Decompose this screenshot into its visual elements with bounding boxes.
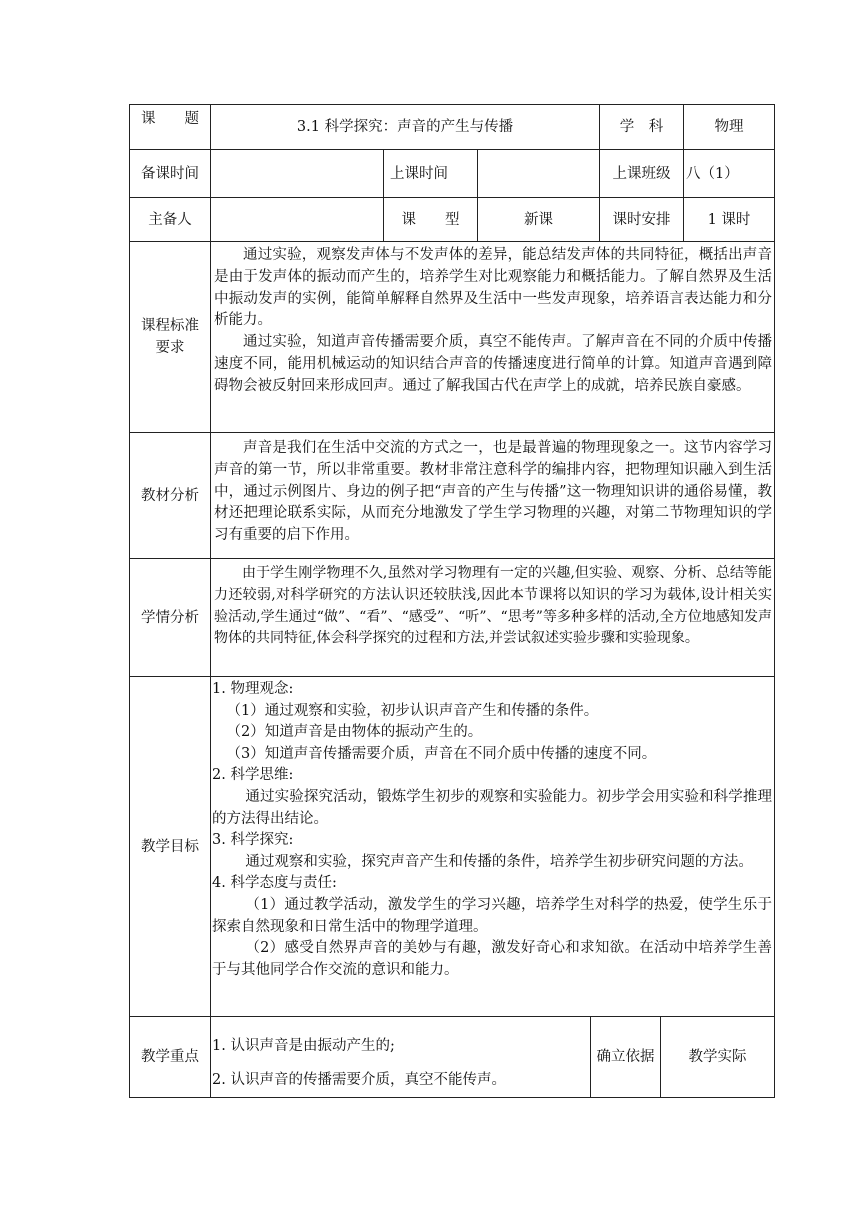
- keypoint-item: 2. 认识声音的传播需要介质，真空不能传声。: [212, 1072, 506, 1088]
- prep-time-label: [130, 150, 210, 197]
- goal-item: （1）通过观察和实验，初步认识声音产生和传播的条件。: [226, 702, 599, 719]
- subject-value: [684, 105, 774, 149]
- prep-time-label-text: 备课时间: [141, 165, 199, 182]
- lesson-type-label-text: 课 型: [401, 211, 460, 228]
- class-time-label-text: 上课时间: [390, 165, 448, 182]
- basis-label-text: 确立依据: [596, 1049, 655, 1065]
- goal-item: （2）感受自然界声音的美妙与有趣，激发好奇心和求知欲。在活动中培养学生善于与其他同学合作交流的意识和能力。: [212, 940, 772, 978]
- standards-paragraph: 通过实验，知道声音传播需要介质，真空不能传声。了解声音在不同的介质中传播速度不同，能用机械运动的知识结合声音的传播速度进行简单的计算。知道声音遇到障碍物会被反射回来形成回声。通过了解我国古代在声学上的成就，培养民族自豪感。: [214, 334, 772, 394]
- class-label-text: 上课班级: [612, 165, 671, 182]
- lesson-plan-table: [129, 104, 775, 1098]
- standards-text: [212, 245, 774, 398]
- class-time-value: [478, 150, 599, 197]
- author-label: [130, 198, 210, 241]
- goal-item: （3）知道声音传播需要介质，声音在不同介质中传播的速度不同。: [226, 745, 657, 762]
- goals-label-text: 教学目标: [141, 838, 199, 855]
- basis-value: [661, 1017, 774, 1097]
- hours-value-text: 1 课时: [707, 211, 751, 228]
- row-divider: [130, 558, 774, 559]
- goal-heading: 3. 科学探究:: [212, 832, 294, 849]
- subject-value-text: 物理: [714, 119, 744, 135]
- author-label-text: 主备人: [148, 211, 192, 228]
- students-label-text: 学情分析: [141, 609, 199, 626]
- keypoints-label: [130, 1017, 210, 1097]
- class-value-text: 八（1）: [686, 165, 739, 182]
- keypoint-item: 1. 认识声音是由振动产生的;: [212, 1038, 395, 1054]
- author-value: [211, 198, 383, 241]
- lesson-type-label: [384, 198, 477, 241]
- textbook-paragraph: 声音是我们在生活中交流的方式之一，也是最普遍的物理现象之一。这节内容学习声音的第一节，所以非常重要。教材非常注意科学的编排内容，把物理知识融入到生活中，通过示例图片、身边的例子把“声音的产生与传播”这一物理知识讲的通俗易懂，教材还把理论联系实际，从而充分地激发了学生学习物理的兴趣，对第二节物理知识的学习有重要的启下作用。: [214, 440, 772, 544]
- goal-item: 通过观察和实验，探究声音产生和传播的条件，培养学生初步研究问题的方法。: [245, 853, 753, 870]
- hours-label: [600, 198, 683, 241]
- textbook-label-text: 教材分析: [141, 487, 199, 504]
- goals-text: [212, 679, 774, 981]
- goals-label: [130, 677, 210, 1016]
- standards-label-line2: 要求: [155, 340, 185, 356]
- topic-label-text: 课 题: [141, 111, 199, 127]
- class-label: [600, 150, 683, 197]
- topic-value-text: 3.1 科学探究：声音的产生与传播: [296, 119, 514, 135]
- row-divider: [130, 241, 774, 242]
- class-time-label: [384, 150, 477, 197]
- lesson-type-value-text: 新课: [524, 211, 553, 228]
- textbook-text: [212, 438, 774, 547]
- standards-label-line1: 课程标准: [141, 318, 199, 334]
- subject-label: [600, 105, 683, 149]
- row-divider: [130, 432, 774, 433]
- class-value: [684, 150, 774, 197]
- basis-label: [591, 1017, 660, 1097]
- hours-label-text: 课时安排: [612, 211, 671, 228]
- row-divider: [130, 676, 774, 677]
- goal-item: 通过实验探究活动，锻炼学生初步的观察和实验能力。初步学会用实验和科学推理的方法得出结论。: [212, 788, 772, 827]
- goal-item: （2）知道声音是由物体的振动产生的。: [226, 724, 483, 741]
- standards-paragraph: 通过实验，观察发声体与不发声体的差异，能总结发声体的共同特征，概括出声音是由于发声体的振动而产生的，培养学生对比观察能力和概括能力。了解自然界及生活中振动发声的实例，能简单解释自然界及生活中一些发声现象，培养语言表达能力和分析能力。: [214, 247, 772, 329]
- keypoints-label-text: 教学重点: [141, 1049, 199, 1065]
- goal-heading: 2. 科学思维:: [212, 767, 294, 784]
- students-paragraph: 由于学生刚学物理不久,虽然对学习物理有一定的兴趣,但实验、观察、分析、总结等能力还较弱,对科学研究的方法认识还较肤浅,因此本节课将以知识的学习为载体,设计相关实验活动,学生通过“做”、“看”、“感受”、“听”、“思考”等多种多样的活动,全方位地感知发声物体的共同特征,体会科学探究的过程和方法,并尝试叙述实验步骤和实验现象。: [214, 565, 772, 647]
- lesson-type-value: [478, 198, 599, 241]
- students-text: [212, 563, 774, 650]
- keypoints-text: [212, 1029, 590, 1097]
- column-divider: [210, 105, 211, 1097]
- standards-label: [130, 242, 210, 432]
- goal-heading: 1. 物理观念:: [212, 681, 294, 697]
- textbook-label: [130, 433, 210, 558]
- basis-value-text: 教学实际: [688, 1049, 747, 1065]
- topic-label: [130, 105, 210, 149]
- students-label: [130, 559, 210, 676]
- hours-value: [684, 198, 774, 241]
- goal-item: （1）通过教学活动，激发学生的学习兴趣，培养学生对科学的热爱，使学生乐于探索自然现象和日常生活中的物理学道理。: [212, 896, 772, 935]
- topic-value: [211, 105, 599, 149]
- prep-time-value: [211, 150, 383, 197]
- goal-heading: 4. 科学态度与责任:: [212, 875, 337, 892]
- subject-label-text: 学 科: [619, 119, 664, 135]
